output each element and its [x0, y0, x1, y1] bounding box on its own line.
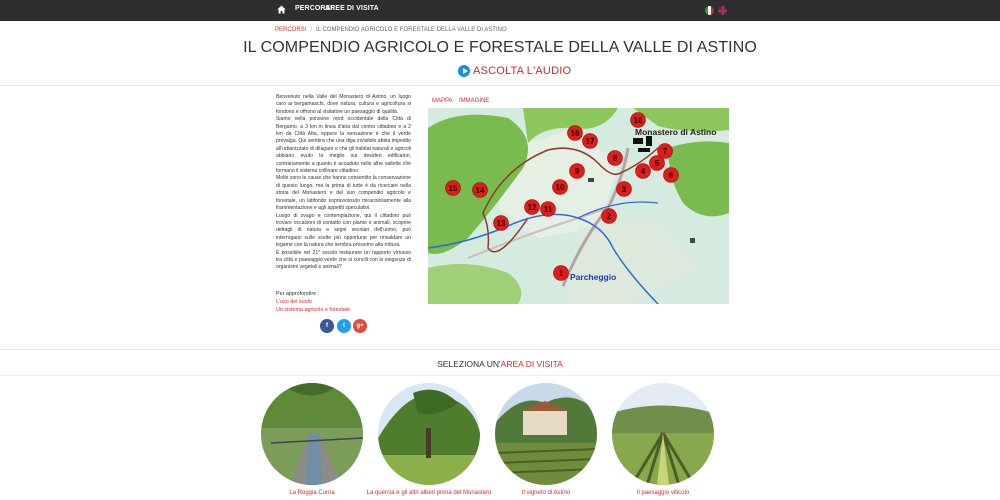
area-caption[interactable]: Il vigneto di Astino — [521, 490, 571, 496]
map-marker-13[interactable] — [494, 216, 509, 231]
map-marker-11[interactable] — [541, 202, 556, 217]
map-marker-3[interactable] — [617, 182, 632, 197]
intro-paragraph: Luogo di svago e contemplazione, qui il cittadino può trovare occasioni di contatto con piante e animali, scoprire dettagli di natura e segni secolari dell'uomo, può interrogarsi sulle scelte più opportune per rinsaldare un legame con la natura che sembra prossimo alla rottura. — [276, 212, 411, 249]
section-title-highlight: AREA DI VISITA — [500, 359, 563, 369]
area-caption[interactable]: La Roggia Curna — [289, 490, 335, 496]
svg-text:10: 10 — [555, 183, 565, 192]
map-marker-12[interactable] — [525, 200, 540, 215]
svg-text:18: 18 — [633, 116, 643, 125]
area-card-vigneto[interactable] — [495, 383, 597, 485]
map-marker-4[interactable] — [636, 164, 651, 179]
intro-paragraph: Molte sono le cause che hanno consentito la conservazione di questo luogo, ma la prima di tutte è da ricercare nella storia del Monastero e del suo compendio agricolo e forestale, un latifondo sopravvissuto miracolosamente alla frammentazione e agli appetiti speculativi. — [276, 175, 411, 212]
listen-audio-button[interactable] — [458, 65, 571, 77]
section-title — [0, 359, 1000, 369]
svg-text:6: 6 — [668, 171, 674, 180]
map-marker-18[interactable] — [631, 113, 646, 128]
map-marker-7[interactable] — [658, 144, 673, 159]
breadcrumb-root-link[interactable]: PERCORSI — [275, 27, 307, 33]
area-card-quercia[interactable] — [378, 383, 480, 485]
section-title-prefix: SELEZIONA UN' — [437, 359, 501, 369]
svg-text:14: 14 — [475, 186, 485, 195]
intro-paragraph: È possibile nel 21° secolo instaurare un rapporto virtuoso tra città e paesaggio verde che si concili con le esigenze di organismi vegetali e animali? — [276, 249, 411, 271]
intro-paragraph: Siamo nella porzione nord occidentale della Città di Bergamo, a 3 km in linea d'aria dal centro cittadino e a 2 km da Città Alta, eppure la sensazione è che il verde prevalga. Qui sembra che una diga invisibile abbia impedito all'urbanizzato di dilagare e che gli habitat naturali e agricoli abbiano evuto la meglio sui desideri edificatori, contrariamente a quanto è accaduto nelle altre vallette che formano il sistema collinare cittadino. — [276, 116, 411, 175]
svg-text:12: 12 — [527, 203, 537, 212]
svg-text:7: 7 — [662, 147, 668, 156]
area-card-paesaggio-viticolo[interactable] — [612, 383, 714, 485]
svg-text:3: 3 — [621, 185, 627, 194]
map-marker-15[interactable] — [446, 181, 461, 196]
tab-mappa[interactable]: MAPPA — [432, 98, 453, 104]
area-caption[interactable]: Il paesaggio viticolo — [636, 490, 690, 496]
further-reading-label: Per approfondire : — [276, 291, 320, 297]
divider — [0, 375, 1000, 376]
svg-text:11: 11 — [543, 205, 553, 214]
intro-text — [276, 94, 411, 272]
map-marker-2[interactable] — [602, 209, 617, 224]
map-marker-8[interactable] — [608, 151, 623, 166]
area-photo — [261, 383, 363, 485]
area-photo — [378, 383, 480, 485]
map-graphic — [428, 108, 729, 304]
svg-text:16: 16 — [570, 129, 580, 138]
svg-text:15: 15 — [448, 184, 458, 193]
map-marker-9[interactable] — [570, 164, 585, 179]
map-marker-6[interactable] — [664, 168, 679, 183]
nav-aree-di-visita[interactable]: AREE DI VISITA — [325, 5, 379, 12]
breadcrumb-current: IL COMPENDIO AGRICOLO E FORESTALE DELLA VALLE DI ASTINO — [316, 27, 507, 33]
area-card-roggia-curna[interactable] — [261, 383, 363, 485]
link-sistema-agricolo[interactable]: Un sistema agricolo e forestale — [276, 307, 351, 313]
link-uso-del-suolo[interactable]: L'uso del suolo — [276, 299, 312, 305]
play-icon[interactable] — [458, 65, 470, 77]
svg-text:8: 8 — [612, 154, 618, 163]
nav-percorsi[interactable]: PERCORSI — [295, 5, 333, 12]
english-flag-icon[interactable] — [718, 6, 727, 15]
area-photo — [612, 383, 714, 485]
map-label-parking: Parcheggio — [570, 272, 617, 282]
map-marker-14[interactable] — [473, 183, 488, 198]
svg-text:2: 2 — [606, 212, 612, 221]
area-photo — [495, 383, 597, 485]
map-marker-1[interactable] — [554, 266, 569, 281]
twitter-share-icon[interactable]: t — [337, 319, 351, 333]
facebook-share-icon[interactable]: f — [320, 319, 334, 333]
breadcrumb — [275, 27, 507, 33]
svg-text:1: 1 — [558, 269, 564, 278]
svg-text:13: 13 — [496, 219, 506, 228]
breadcrumb-separator: / — [310, 27, 313, 33]
intro-paragraph: Benvenuto nella Valle del Monastero di Astino, un luogo caro ai bergamaschi, dove natura, cultura e agricoltura si fondono e offrono al visitatore un paesaggio di qualità. — [276, 94, 411, 115]
area-map[interactable] — [428, 108, 729, 304]
svg-text:9: 9 — [574, 167, 580, 176]
divider — [0, 85, 1000, 86]
map-label-monastery: Monastero di Astino — [635, 127, 717, 137]
map-marker-16[interactable] — [568, 126, 583, 141]
divider — [0, 349, 1000, 350]
page-title: IL COMPENDIO AGRICOLO E FORESTALE DELLA VALLE DI ASTINO — [243, 39, 757, 56]
italian-flag-icon[interactable] — [705, 6, 714, 15]
audio-label[interactable]: ASCOLTA L'AUDIO — [473, 65, 572, 77]
area-caption[interactable]: La quercia e gli altri alberi prima del Monastero — [366, 490, 492, 496]
top-nav — [0, 0, 1000, 21]
svg-text:5: 5 — [654, 159, 660, 168]
google-plus-share-icon[interactable]: g+ — [353, 319, 367, 333]
home-icon[interactable] — [277, 4, 286, 15]
tab-immagine[interactable]: IMMAGINE — [459, 98, 490, 104]
svg-text:17: 17 — [585, 137, 595, 146]
map-marker-10[interactable] — [553, 180, 568, 195]
map-marker-17[interactable] — [583, 134, 598, 149]
further-reading — [276, 290, 350, 314]
svg-text:4: 4 — [640, 167, 646, 176]
